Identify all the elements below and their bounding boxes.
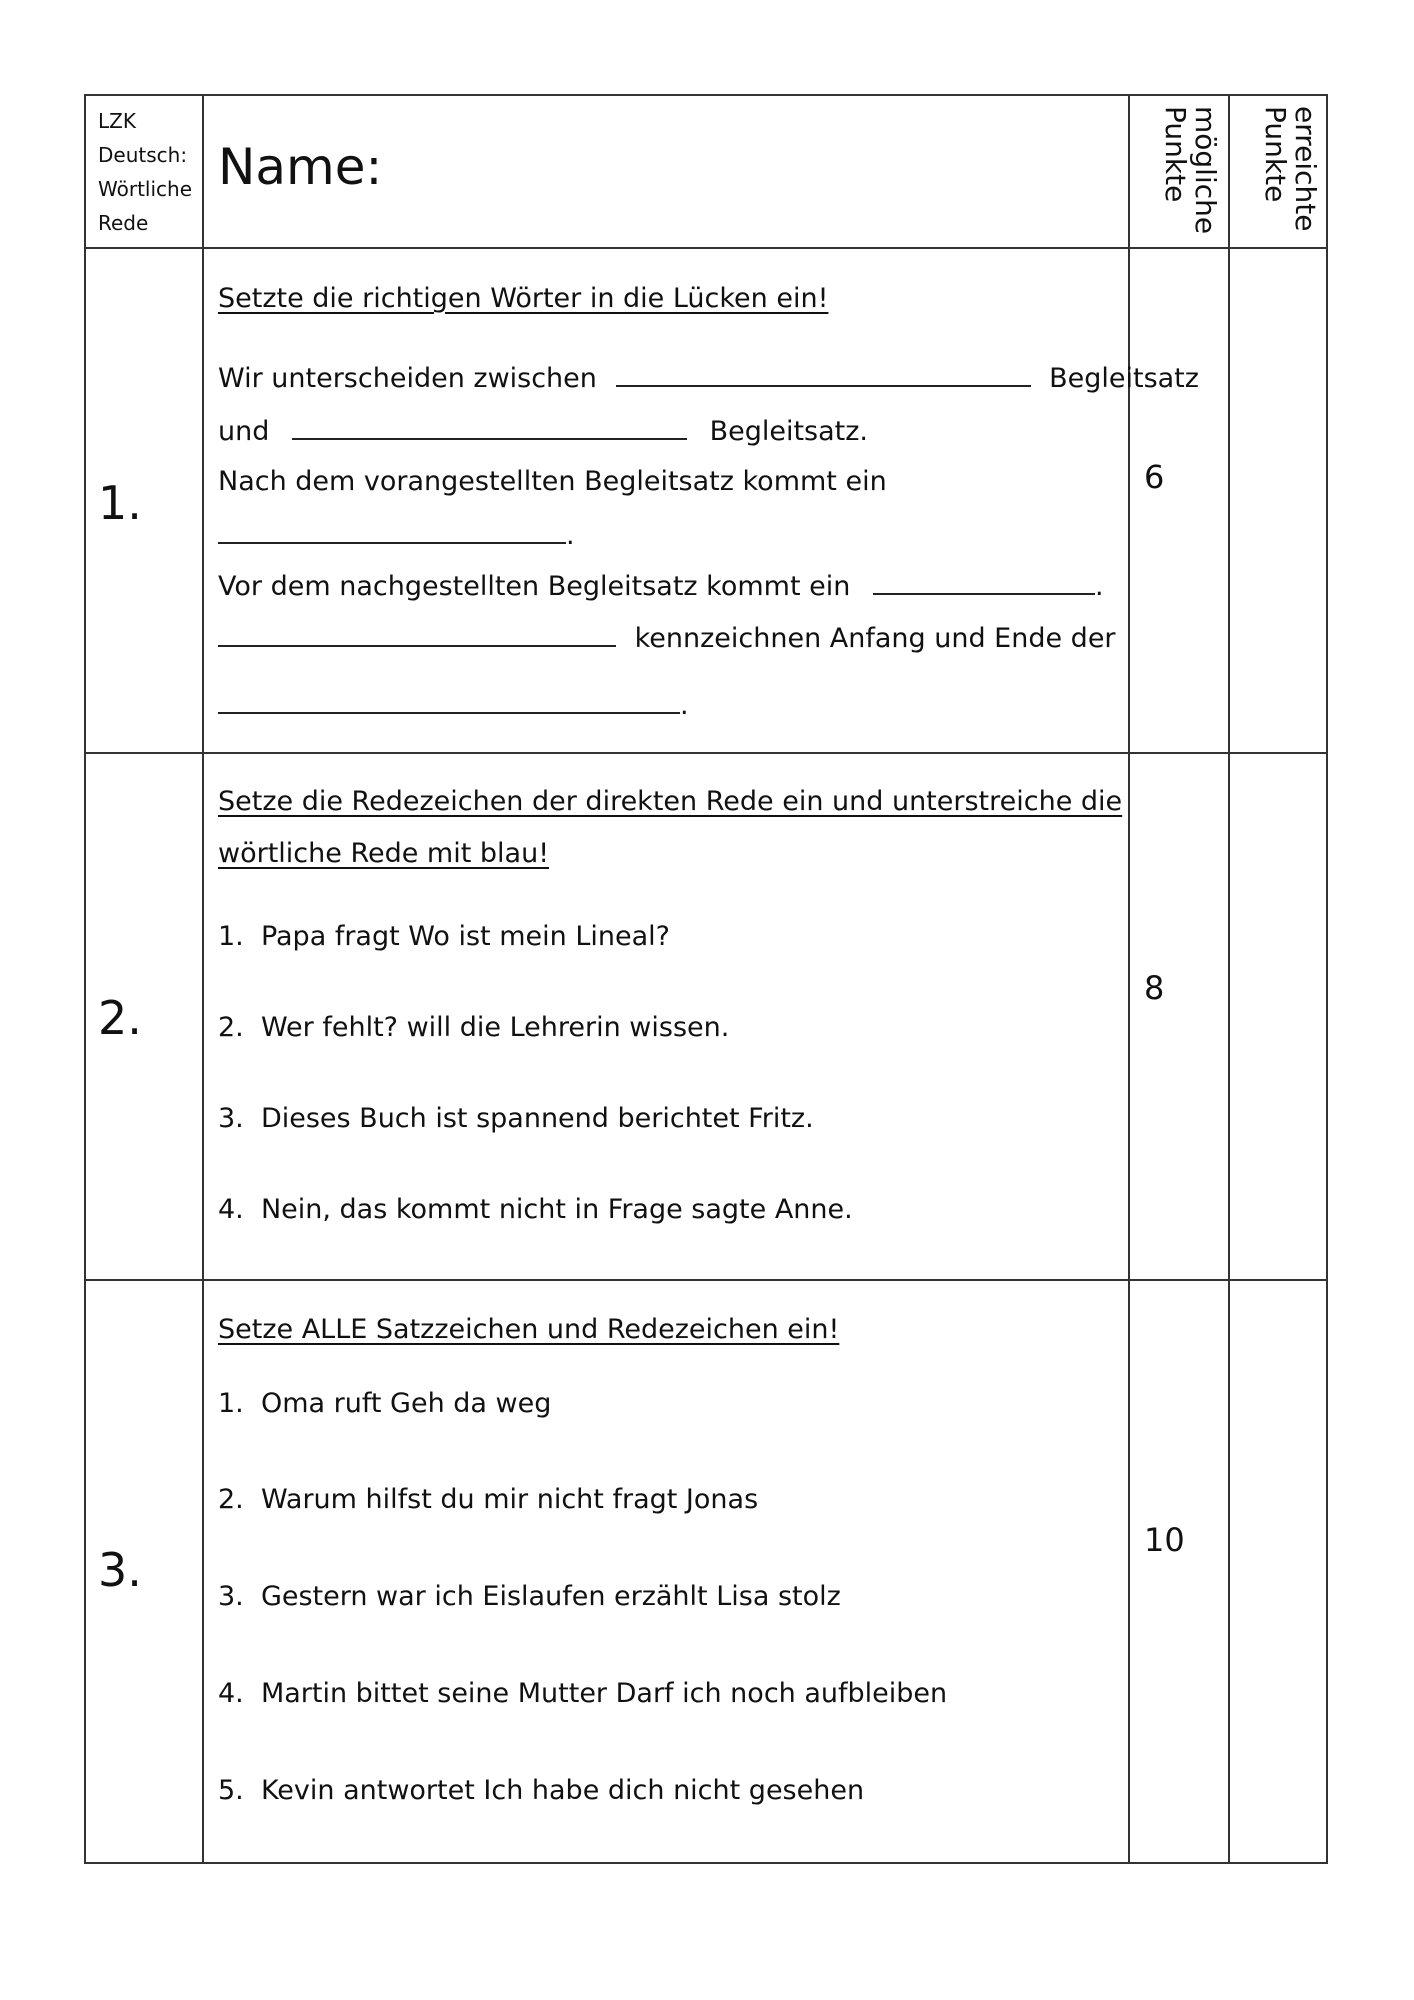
exercise-item	[218, 1581, 841, 1612]
cloze-text: kennzeichnen Anfang und Ende der	[634, 623, 1116, 654]
test-meta	[98, 104, 192, 240]
exercise-item	[218, 1678, 947, 1709]
cloze-line	[218, 361, 1199, 394]
row-divider	[86, 247, 1326, 249]
name-label: Name:	[218, 138, 383, 196]
task-instruction: Setze ALLE Satzzeichen und Redezeichen ein!	[218, 1314, 840, 1345]
cloze-line	[218, 518, 575, 551]
answer-blank[interactable]	[218, 621, 616, 647]
item-text: Warum hilfst du mir nicht fragt Jonas	[260, 1484, 759, 1515]
answer-blank[interactable]	[873, 569, 1095, 595]
cloze-text: .	[1094, 571, 1104, 602]
item-number: 1.	[218, 921, 244, 952]
task-points: 8	[1144, 969, 1165, 1007]
column-divider	[1228, 96, 1230, 1862]
answer-blank[interactable]	[616, 361, 1031, 387]
exercise-item	[218, 1484, 758, 1515]
cloze-line	[218, 688, 689, 721]
exercise-item	[218, 1388, 551, 1419]
row-divider	[86, 1279, 1326, 1281]
item-number: 4.	[218, 1194, 244, 1225]
task-number: 1.	[98, 476, 142, 530]
task-instruction: Setze die Redezeichen der direkten Rede ein und unterstreiche die	[218, 786, 1123, 817]
exercise-item	[218, 1012, 729, 1043]
cloze-text: Vor dem nachgestellten Begleitsatz kommt ein	[218, 571, 851, 602]
item-text: Wer fehlt? will die Lehrerin wissen.	[260, 1012, 730, 1043]
cloze-text: und	[218, 416, 270, 447]
item-text: Oma ruft Geh da weg	[260, 1388, 552, 1419]
meta-line: Wörtliche	[98, 177, 192, 201]
header-line: Punkte	[1259, 106, 1292, 203]
meta-line: Rede	[98, 211, 149, 235]
item-text: Gestern war ich Eislaufen erzählt Lisa stolz	[260, 1581, 841, 1612]
header-line: mögliche	[1189, 106, 1222, 235]
item-text: Dieses Buch ist spannend berichtet Fritz.	[260, 1103, 814, 1134]
header-line: erreichte	[1289, 106, 1322, 232]
item-number: 1.	[218, 1388, 244, 1419]
task-instruction: Setzte die richtigen Wörter in die Lücken ein!	[218, 283, 829, 314]
answer-blank[interactable]	[218, 688, 680, 714]
cloze-text: Begleitsatz	[1049, 363, 1199, 394]
item-number: 4.	[218, 1678, 244, 1709]
achieved-points-header	[1260, 106, 1320, 232]
item-text: Papa fragt Wo ist mein Lineal?	[260, 921, 670, 952]
task-number: 2.	[98, 991, 142, 1045]
exercise-item	[218, 1775, 864, 1806]
cloze-line	[218, 414, 868, 447]
cloze-line	[218, 621, 1116, 654]
row-divider	[86, 752, 1326, 754]
meta-line: LZK	[98, 109, 136, 133]
item-text: Nein, das kommt nicht in Frage sagte Anne.	[260, 1194, 853, 1225]
cloze-text: .	[680, 690, 689, 721]
meta-line: Deutsch:	[98, 143, 188, 167]
cloze-text: Nach dem vorangestellten Begleitsatz kommt ein	[218, 466, 887, 497]
task-number: 3.	[98, 1543, 142, 1597]
task-points: 10	[1144, 1521, 1185, 1559]
column-divider	[202, 96, 204, 1862]
worksheet-table	[84, 94, 1328, 1864]
task-points: 6	[1144, 458, 1165, 496]
cloze-text: Begleitsatz.	[709, 416, 868, 447]
exercise-item	[218, 1194, 853, 1225]
exercise-item	[218, 1103, 814, 1134]
item-number: 2.	[218, 1012, 244, 1043]
item-number: 3.	[218, 1581, 244, 1612]
cloze-line	[218, 569, 1104, 602]
answer-blank[interactable]	[292, 414, 687, 440]
item-number: 2.	[218, 1484, 244, 1515]
header-line: Punkte	[1159, 106, 1192, 203]
item-number: 3.	[218, 1103, 244, 1134]
cloze-text: .	[566, 520, 575, 551]
item-number: 5.	[218, 1775, 244, 1806]
task-instruction: wörtliche Rede mit blau!	[218, 838, 550, 869]
cloze-text: Wir unterscheiden zwischen	[218, 363, 597, 394]
item-text: Martin bittet seine Mutter Darf ich noch aufbleiben	[260, 1678, 948, 1709]
answer-blank[interactable]	[218, 518, 566, 544]
item-text: Kevin antwortet Ich habe dich nicht gesehen	[260, 1775, 865, 1806]
exercise-item	[218, 921, 670, 952]
possible-points-header	[1160, 106, 1220, 234]
